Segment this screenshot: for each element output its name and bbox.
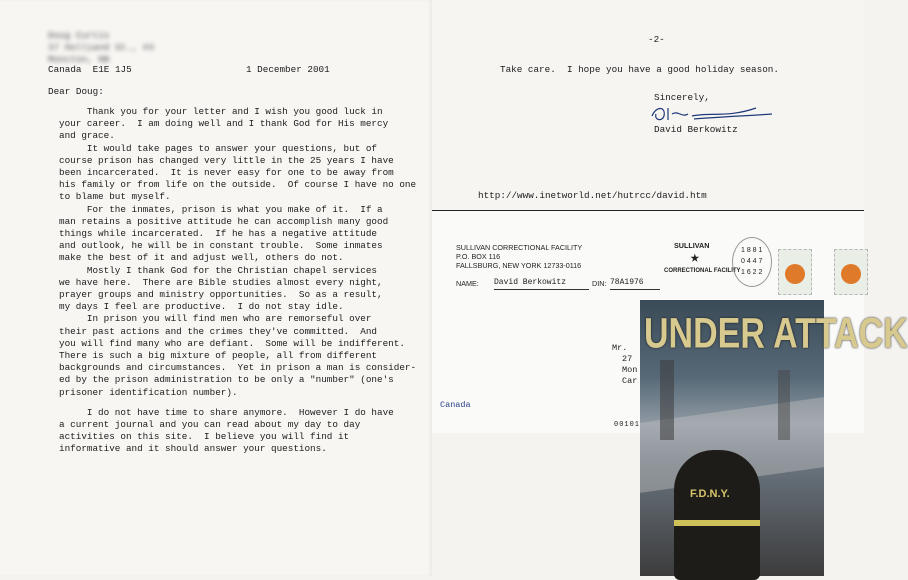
helmet-text: F.D.N.Y.: [690, 488, 730, 500]
body-line: my days I feel are productive. I do not stay idle.: [59, 301, 344, 313]
postmark-line: 1 8 8 1: [741, 247, 763, 254]
sender-street: 37 Holliand St., #3: [48, 42, 155, 53]
body-line: Mostly I thank God for the Christian chapel services: [59, 264, 378, 276]
book-cover: [640, 300, 908, 576]
body-line: In prison you will find men who are remorseful over: [59, 313, 372, 325]
name-label: NAME:: [456, 279, 479, 288]
star-icon: ★: [690, 247, 700, 266]
postmark: [732, 237, 772, 287]
body-line: his family or from life on the outside. Of course I have no one: [59, 179, 417, 191]
body-line: to blame but myself.: [59, 191, 171, 203]
body-line: informative and it should answer your questions.: [59, 443, 327, 455]
body-line: There is such a big mixture of people, all from different: [59, 350, 378, 362]
body-line: For the inmates, prison is what you make of it. If a: [59, 203, 383, 215]
page-number: -2-: [648, 34, 665, 45]
postage-stamp: [778, 249, 812, 295]
body-line: and grace.: [59, 130, 115, 142]
body-line: It would take pages to answer your questions, but of: [59, 142, 378, 154]
signer-name: David Berkowitz: [654, 124, 738, 135]
ruin-shape: [778, 370, 790, 440]
signature-image: [648, 102, 778, 124]
salutation: Dear Doug:: [48, 86, 104, 97]
postmark-line: 1 6 2 2: [741, 269, 763, 276]
website-url: http://www.inetworld.net/hutrcc/david.htm: [478, 190, 707, 201]
body-line: and outlook, he will be in constant trouble. Some inmates: [59, 240, 383, 252]
facility-city: FALLSBURG, NEW YORK 12733-0116: [456, 261, 582, 270]
closing-line: Take care. I hope you have a good holiday season.: [500, 64, 779, 75]
fruit-icon: [841, 264, 861, 284]
fruit-icon: [785, 264, 805, 284]
barcode-fragment: 00101: [614, 421, 641, 429]
recipient-line: 27: [622, 354, 633, 364]
recipient-country: Canada: [440, 400, 471, 410]
facility-logo-word: SULLIVAN: [674, 241, 710, 250]
recipient-line: Car: [622, 376, 638, 386]
din-label: DIN:: [592, 279, 607, 288]
body-line: Thank you for your letter and I wish you good luck in: [59, 106, 383, 117]
inmate-name: David Berkowitz: [494, 277, 589, 290]
facility-logo-caption: CORRECTIONAL FACILITY: [664, 268, 741, 274]
body-line: a current journal and you can read about my day to day: [59, 419, 361, 431]
body-line: course prison has changed very little in the 25 years I have: [59, 154, 394, 166]
din-number: 78A1976: [610, 277, 660, 290]
body-line: your career. I am doing well and I thank God for His mercy: [59, 118, 389, 130]
body-line: their past actions and the crimes they've committed. And: [59, 325, 378, 337]
body-line: ed by the prison administration to be only a "number" (one's: [59, 374, 394, 386]
body-line: man retains a positive attitude he can accomplish many good: [59, 215, 389, 227]
sender-country-postal: Canada E1E 1J5: [48, 64, 132, 75]
postmark-line: 0 4 4 7: [741, 258, 763, 265]
postage-stamp: [834, 249, 868, 295]
letter-page-2: [432, 0, 864, 210]
facility-name: SULLIVAN CORRECTIONAL FACILITY: [456, 243, 583, 252]
book-title: UNDER ATTACK: [644, 310, 908, 358]
firefighter-figure: [674, 450, 760, 580]
body-line: been incarcerated. It is never easy for one to be away from: [59, 167, 394, 179]
body-line: backgrounds and circumstances. Yet in prison a man is consider-: [59, 362, 417, 374]
letter-page-1: [0, 0, 432, 576]
valediction: Sincerely,: [654, 92, 710, 103]
body-line: we have here. There are Bible studies almost every night,: [59, 276, 383, 288]
body-line: I do not have time to share anymore. However I do have: [59, 406, 394, 418]
body-line: you will find many who are defiant. Some will be indifferent.: [59, 337, 405, 349]
body-line: prayer groups and ministry opportunities. So as a result,: [59, 289, 383, 301]
body-line: make the best of it and adjust well, others do not.: [59, 252, 344, 264]
po-box: P.O. BOX 116: [456, 252, 501, 261]
body-line: things while incarcerated. If he has a negative attitude: [59, 228, 378, 240]
letter-body: [59, 106, 416, 456]
recipient-line: Mr.: [612, 343, 628, 353]
letter-date: 1 December 2001: [246, 64, 330, 75]
ruin-shape: [660, 360, 674, 440]
body-line: activities on this site. I believe you will find it: [59, 431, 350, 443]
sender-city: Moncton, NB: [48, 54, 110, 65]
body-line: prisoner identification number).: [59, 386, 238, 398]
recipient-line: Mon: [622, 365, 638, 375]
sender-name: Doug Curtis: [48, 30, 110, 41]
